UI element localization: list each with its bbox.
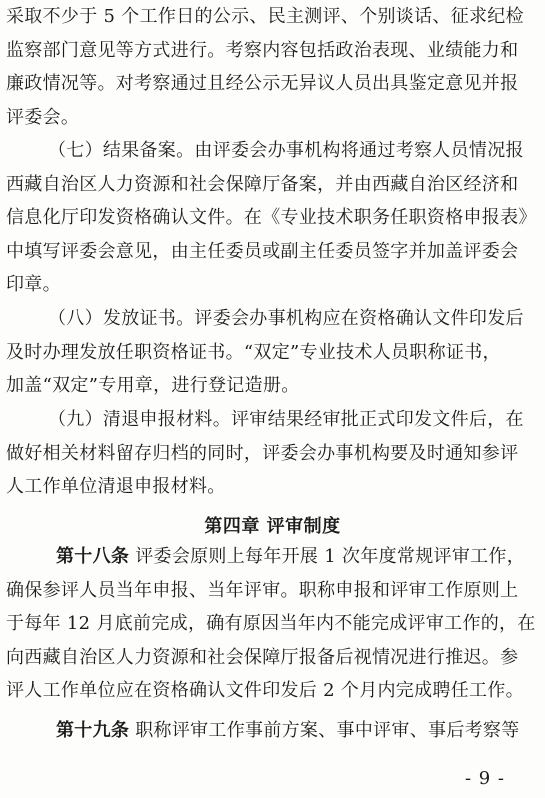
- text-line: 评人工作单位应在资格确认文件印发后 2 个月内完成聘任工作。: [6, 680, 524, 702]
- text-line: 做好相关材料留存归档的同时，评委会办事机构要及时通知参评: [6, 442, 519, 464]
- text-line: （八）发放证书。评委会办事机构应在资格确认文件印发后: [48, 308, 524, 329]
- text-line: 廉政情况等。对考察通过且经公示无异议人员出具鉴定意见并报: [6, 73, 519, 95]
- text-line: 信息化厅印发资格确认文件。在《专业技术职务任职资格申报表》: [6, 207, 537, 229]
- article-text: 职称评审工作事前方案、事中评审、事后考察等: [129, 720, 520, 741]
- text-line: 及时办理发放任职资格证书。“双定”专业技术人员职称证书，: [6, 341, 501, 363]
- text-line: 向西藏自治区人力资源和社会保障厅报备后视情况进行推迟。参: [6, 646, 519, 668]
- text-line: 印章。: [6, 274, 61, 296]
- text-line: 确保参评人员当年申报、当年评审。职称申报和评审工作原则上: [6, 579, 519, 601]
- article-label: 第十九条: [56, 720, 130, 741]
- paragraph-certificate: [0, 302, 545, 403]
- article-19: [0, 714, 545, 748]
- text-line: 评委会。: [6, 106, 80, 128]
- text-line: 采取不少于 5 个工作日的公示、民主测评、个别谈话、征求纪检: [6, 6, 524, 27]
- paragraph-inspection: [0, 0, 545, 134]
- text-line: 于每年 12 月底前完成，确有原因当年内不能完成评审工作的，在: [6, 613, 536, 635]
- paragraph-result-filing: [0, 134, 545, 302]
- text-line: 西藏自治区人力资源和社会保障厅备案，并由西藏自治区经济和: [6, 173, 519, 195]
- text-line: 监察部门意见等方式进行。考察内容包括政治表现、业绩能力和: [6, 39, 519, 61]
- article-text: 评委会原则上每年开展 1 次年度常规评审工作，: [129, 546, 526, 567]
- paragraph-material-return: [0, 403, 545, 504]
- text-line: 中填写评委会意见，由主任委员或副主任委员签字并加盖评委会: [6, 240, 519, 262]
- page-number: - 9 -: [464, 768, 505, 789]
- text-line: （九）清退申报材料。评审结果经审批正式印发文件后，在: [48, 409, 524, 430]
- chapter-heading: 第四章 评审制度: [204, 516, 341, 537]
- text-line: 加盖“双定”专用章，进行登记造册。: [6, 375, 300, 397]
- article-first-line: [0, 714, 545, 748]
- text-line: 人工作单位清退申报材料。: [6, 476, 226, 498]
- article-18: [0, 540, 545, 708]
- article-label: 第十八条: [56, 546, 130, 567]
- text-line: （七）结果备案。由评委会办事机构将通过考察人员情况报: [48, 140, 524, 161]
- article-first-line: [0, 540, 545, 574]
